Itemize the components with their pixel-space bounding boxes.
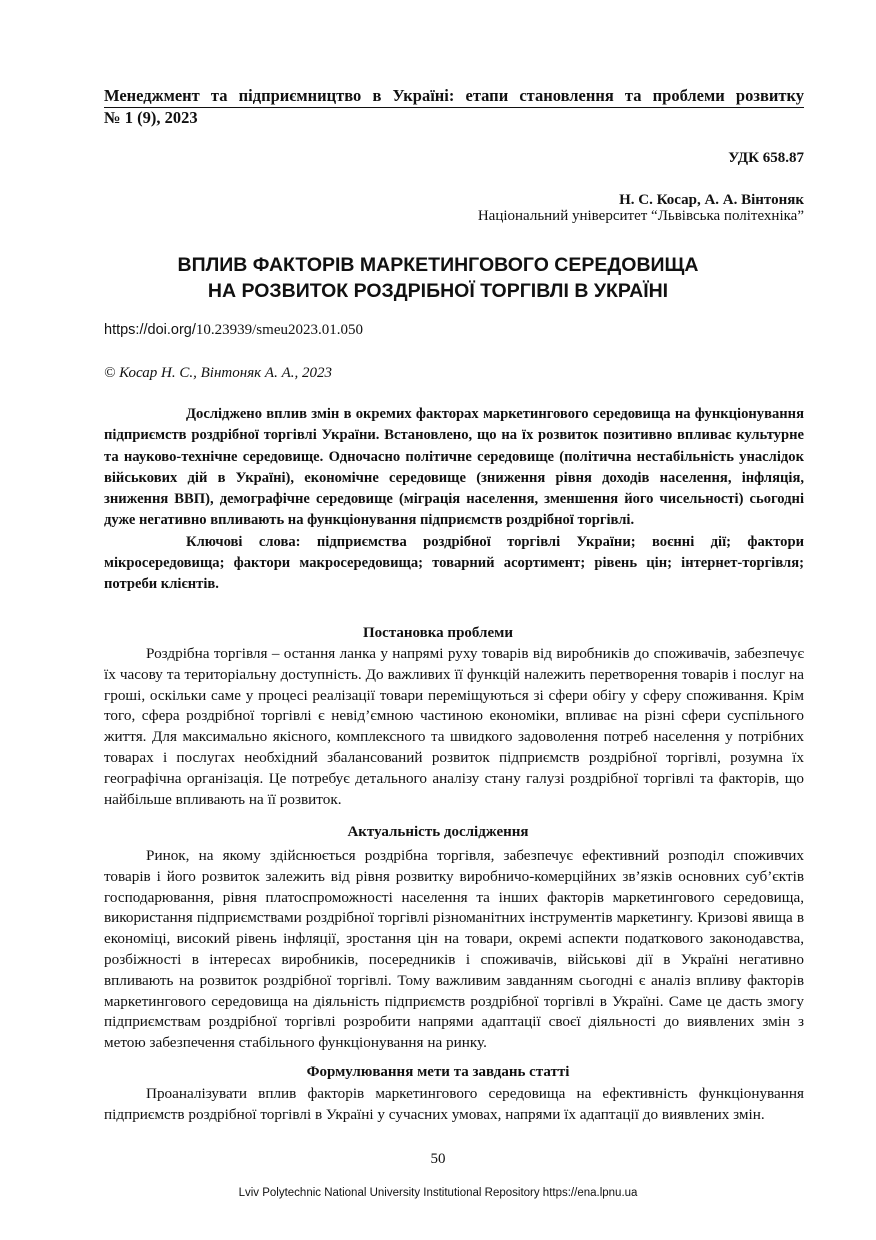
- article-title: [0, 252, 876, 304]
- repository-footer: Lviv Polytechnic National University Institutional Repository https://ena.lpnu.ua: [238, 1187, 638, 1199]
- doi-id: 10.23939/smeu2023.01.050: [195, 322, 363, 338]
- udk-code: УДК 658.87: [728, 150, 804, 166]
- paragraph: Роздрібна торгівля – остання ланка у напрямі руху товарів від виробників до споживачів, забезпечує їх часову та територіальну доступність. До важливих її функцій належить перетворення товарів і послуг на гроші, оскільки саме у процесі реалізації товари переміщуються зі сфери обігу у сферу споживання. Крім того, сфера роздрібної торгівлі є невід’ємною частиною економіки, впливає на різні сфери суспільного життя. Для максимально якісного, комплексного та швидкого задоволення потреб населення у потрібних товарах і послугах необхідний збалансований розвиток підприємств роздрібної торгівлі, розумна їх географічна організація. Це потребує детального аналізу стану галузі роздрібної торгівлі та факторів, що найбільше впливають на її розвиток.: [104, 645, 804, 808]
- abstract: [104, 404, 804, 596]
- section-heading-problem: Постановка проблеми: [363, 625, 513, 641]
- section-body-objectives: [104, 1084, 804, 1126]
- section-body-relevance: [104, 846, 804, 1054]
- authors: Н. С. Косар, А. А. Вінтоняк: [619, 192, 804, 208]
- issue-number: № 1 (9), 2023: [104, 108, 198, 127]
- article-title-line-1: ВПЛИВ ФАКТОРІВ МАРКЕТИНГОВОГО СЕРЕДОВИЩА: [177, 254, 699, 276]
- section-body-problem: [104, 644, 804, 810]
- copyright: © Косар Н. С., Вінтоняк А. А., 2023: [104, 365, 333, 381]
- doi-prefix: https://doi.org/: [104, 322, 196, 338]
- journal-title: Менеджмент та підприємництво в Україні: етапи становлення та проблеми розвитку: [104, 86, 804, 108]
- article-title-line-2: НА РОЗВИТОК РОЗДРІБНОЇ ТОРГІВЛІ В УКРАЇНІ: [207, 280, 669, 302]
- page-number: 50: [430, 1151, 446, 1167]
- keywords: Ключові слова: підприємства роздрібної торгівлі України; воєнні дії; фактори мікросередовища; фактори макросередовища; товарний асортимент; рівень цін; інтернет-торгівля; потреби клієнтів.: [104, 533, 804, 593]
- abstract-text: Досліджено вплив змін в окремих факторах маркетингового середовища на функціонування підприємств роздрібної торгівлі України. Встановлено, що на їх розвиток позитивно впливає культурне та науково-технічне середовище. Одночасно політичне середовище (політична нестабільність унаслідок військових дій в Україні), економічне середовище (зниження рівня доходів населення, інфляція, зниження ВВП), демографічне середовище (міграція населення, зменшення його чисельності) сьогодні дуже негативно впливають на функціонування підприємств роздрібної торгівлі.: [104, 406, 804, 529]
- paragraph: Проаналізувати вплив факторів маркетингового середовища на ефективність функціонування підприємств роздрібної торгівлі в Україні у сучасних умовах, напрями їх адаптації до виявлених змін.: [104, 1085, 804, 1123]
- doi-link[interactable]: [104, 322, 363, 339]
- section-heading-objectives: Формулювання мети та завдань статті: [306, 1064, 570, 1080]
- affiliation: Національний університет “Львівська політехніка”: [477, 208, 804, 224]
- paragraph: Ринок, на якому здійснюється роздрібна торгівля, забезпечує ефективний розподіл споживчих товарів і його розвиток залежить від рівня розвитку виробничо-комерційних зв’язків основних суб’єктів господарювання, рівня платоспроможності населення та інших факторів маркетингового середовища, використання підприємствами роздрібної торгівлі різноманітних інструментів маркетингу. Кризові явища в економіці, високий рівень інфляції, зростання цін на товари, окремі аспекти податкового законодавства, розбіжності в інтересах виробників, посередників і споживачів, військові дії в Україні негативно впливають на розвиток роздрібної торгівлі. Тому важливим завданням сьогодні є аналіз впливу факторів маркетингового середовища на діяльність підприємств роздрібної торгівлі в Україні. Саме це дасть змогу підприємствам роздрібної торгівлі розробити напрями адаптації своєї діяльності до виявлених змін з метою забезпечення стабільного функціонування на ринку.: [104, 847, 804, 1052]
- section-heading-relevance: Актуальність дослідження: [347, 824, 529, 840]
